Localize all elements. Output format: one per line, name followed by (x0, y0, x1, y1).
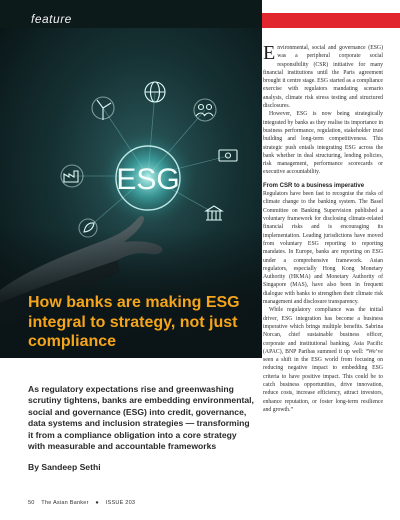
top-banner-red-stripe (262, 13, 400, 28)
lead-paragraph: As regulatory expectations rise and greenwashing scrutiny tightens, banks are embedding environmental, social and governance (ESG) into credit, governance, data systems and inclusion strategies — transforming it from a compliance obligation into a core strategy with measurable and accountable frameworks (28, 384, 254, 452)
page-number: 50 (28, 500, 35, 506)
body-paragraph-1 (263, 44, 383, 110)
section-label: feature (31, 12, 72, 26)
publication-name: The Asian Banker (41, 500, 89, 506)
headline: How banks are making ESG integral to strategy, not just compliance (28, 294, 240, 350)
body-paragraph-3: Regulators have been fast to recognise the risks of climate change to the banking system. The Basel Committee on Banking Supervision published a voluntary framework for disclosing climate-related financial risks and is encouraging its implementation. Leading jurisdictions have moved from voluntary ESG reporting to reporting mandates. In Europe, banks are reporting on ESG under a comprehensive framework. Asian regulators, especially Hong Kong Monetary Authority (HKMA) and Monetary Authority of Singapore (MAS), have also been in frequent dialogue with banks to strengthen their climate risk management and disclosure transparency. (263, 191, 383, 306)
separator-dot: ● (95, 500, 99, 506)
issue-number: ISSUE 203 (105, 500, 136, 506)
body-column (263, 44, 383, 414)
section-subhead: From CSR to a business imperative (263, 182, 365, 189)
byline: By Sandeep Sethi (28, 462, 101, 472)
drop-cap: E (263, 42, 276, 64)
body-paragraph-2: However, ESG is now being strategically integrated by banks as they realise its importance in business performance, regulation, stakeholder trust building and long-term competitiveness. This strategic push entails integrating ESG across the bank whether in deal structuring, lending policies, risk management, performance scorecards or executive accountability. (263, 111, 383, 176)
esg-text: ESG (116, 163, 180, 196)
page-footer (28, 500, 140, 506)
body-paragraph-1-text: nvironmental, social and governance (ESG) was a peripheral corporate social responsibility (CSR) initiative for many financial institutions until the Paris agreement brought it centre stage. ESG started as a compliance exercise with regulators mandating scenario analysis, climate risk stress testing and structured disclosures. (263, 45, 383, 110)
body-paragraph-4: While regulatory compliance was the initial driver, ESG integration has become a business imperative which brings multiple benefits. Sabrina Norcan, chief sustainable business officer, corporate and institutional banking, Asia Pacific (APAC), BNP Paribas summed it up well: “We’ve seen a shift in the ESG world from focusing on reducing negative impact to embedding ESG criteria to have positive impact. This could be to catch business opportunities, drive innovation, reduce costs, increase efficiency, attract investors, enhance reputation, or foster long-term resilience and growth.” (263, 307, 383, 413)
